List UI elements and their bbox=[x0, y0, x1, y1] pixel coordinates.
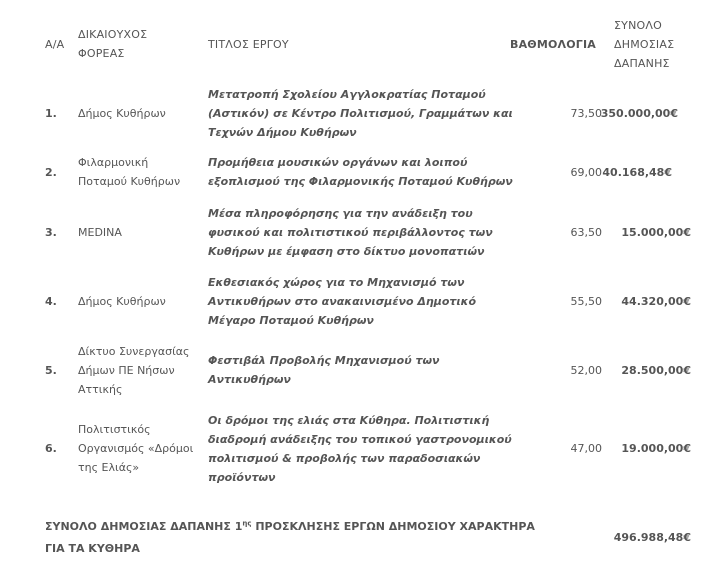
row-5-title: Φεστιβάλ Προβολής Μηχανισμού των Αντικυθήρων bbox=[208, 354, 440, 386]
row-2-amount: 40.168,48€ bbox=[602, 166, 672, 179]
row-4-title: Εκθεσιακός χώρος για το Μηχανισμό των Αντικυθήρων στο ανακαινισμένο Δημοτικό Μέγαρο Ποταμού Κυθήρων bbox=[208, 276, 477, 327]
row-1-score: 73,50 bbox=[570, 107, 602, 120]
header-score: ΒΑΘΜΟΛΟΓΙΑ bbox=[510, 38, 597, 51]
header-title: ΤΙΤΛΟΣ ΕΡΓΟΥ bbox=[208, 38, 289, 51]
row-2-number: 2. bbox=[45, 166, 57, 179]
grand-total-label: ΣΥΝΟΛΟ ΔΗΜΟΣΙΑΣ ΔΑΠΑΝΗΣ $1^{\eta\varsigma}$ ΠΡΟΣΚΛΗΣΗΣ ΕΡΓΩΝ ΔΗΜΟΣΙΟΥ ΧΑΡΑΚΤΗΡΑ ΓΙΑ ΤΑ ΚΥΘΗΡΑ bbox=[45, 519, 535, 555]
row-5-beneficiary: Δίκτυο Συνεργασίας Δήμων ΠΕ Νήσων Αττικής bbox=[78, 345, 190, 396]
row-2-beneficiary: Φιλαρμονική Ποταμού Κυθήρων bbox=[78, 156, 181, 188]
row-6-beneficiary: Πολιτιστικός Οργανισμός «Δρόμοι της Ελιάς» bbox=[78, 423, 194, 474]
row-1-title: Μετατροπή Σχολείου Αγγλοκρατίας Ποταμού (Αστικόν) σε Κέντρο Πολιτισμού, Γραμμάτων και Τεχνών Δήμου Κυθήρων bbox=[208, 88, 513, 139]
row-5-amount: 28.500,00€ bbox=[621, 364, 691, 377]
row-3-amount: 15.000,00€ bbox=[621, 226, 691, 239]
row-3-beneficiary: MEDINA bbox=[78, 226, 122, 239]
row-6-amount: 19.000,00€ bbox=[621, 442, 691, 455]
row-6-title: Οι δρόμοι της ελιάς στα Κύθηρα. Πολιτιστική διαδρομή ανάδειξης του τοπικού γαστρονομικού πολιτισμού & προβολής των παραδοσιακών προϊόντων bbox=[208, 414, 512, 484]
row-2-title: Προμήθεια μουσικών οργάνων και λοιπού εξοπλισμού της Φιλαρμονικής Ποταμού Κυθήρων bbox=[208, 156, 513, 188]
row-6-score: 47,00 bbox=[570, 442, 602, 455]
grand-total-amount: 496.988,48€ bbox=[613, 531, 691, 544]
row-1-number: 1. bbox=[45, 107, 57, 120]
row-4-number: 4. bbox=[45, 295, 57, 308]
row-4-amount: 44.320,00€ bbox=[621, 295, 691, 308]
row-3-number: 3. bbox=[45, 226, 57, 239]
header-beneficiary: ΔΙΚΑΙΟΥΧΟΣ ΦΟΡΕΑΣ bbox=[78, 28, 148, 60]
row-5-score: 52,00 bbox=[570, 364, 602, 377]
row-1-beneficiary: Δήμος Κυθήρων bbox=[78, 107, 166, 120]
header-aa: Α/Α bbox=[45, 38, 65, 51]
row-1-amount: 350.000,00€ bbox=[600, 107, 678, 120]
row-5-number: 5. bbox=[45, 364, 57, 377]
row-4-beneficiary: Δήμος Κυθήρων bbox=[78, 295, 166, 308]
row-6-number: 6. bbox=[45, 442, 57, 455]
row-4-score: 55,50 bbox=[570, 295, 602, 308]
row-3-score: 63,50 bbox=[570, 226, 602, 239]
row-3-title: Μέσα πληροφόρησης για την ανάδειξη του φυσικού και πολιτιστικού περιβάλλοντος των Κυθήρων με έμφαση στο δίκτυο μονοπατιών bbox=[208, 207, 493, 258]
header-total: ΣΥΝΟΛΟ ΔΗΜΟΣΙΑΣ ΔΑΠΑΝΗΣ bbox=[614, 19, 675, 70]
row-2-score: 69,00 bbox=[570, 166, 602, 179]
